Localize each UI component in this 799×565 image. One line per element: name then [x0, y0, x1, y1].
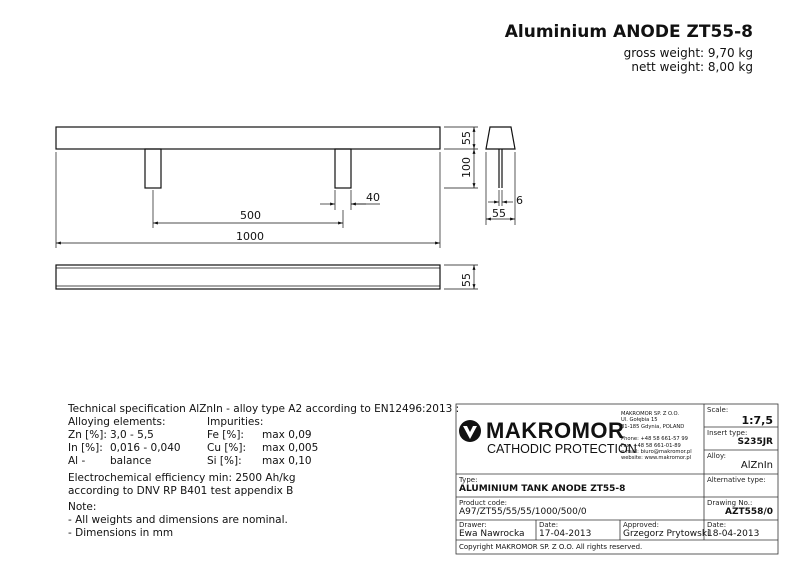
- drawer-value: Ewa Nawrocka: [459, 529, 525, 539]
- dim-6: 6: [516, 194, 523, 207]
- product-code-label: Product code:: [459, 499, 508, 507]
- dim-55-top: 55: [460, 131, 473, 145]
- company-logo-text: MAKROMOR: [486, 418, 625, 443]
- makromor-logo-icon: [459, 420, 481, 442]
- insert-type-value: S235JR: [737, 437, 773, 447]
- alloy-in-val: 0,016 - 0,040: [110, 442, 181, 454]
- scale-value: 1:7,5: [741, 414, 773, 427]
- company-address: MAKROMOR SP. Z O.O. Ul. Gołębia 15 81-185 Gdynia, POLAND Phone: +48 58 661-57 99 Fax: +48 58 661-01-89 e-mail: biuro@makromor.pl website: www.makromor.pl: [621, 411, 692, 462]
- dim-55-side: 55: [492, 207, 506, 220]
- imp-cu-el: Cu [%]:: [207, 442, 247, 454]
- alloying-label: Alloying elements:: [68, 416, 166, 428]
- anode-side-profile: [486, 127, 515, 149]
- dim-40: 40: [366, 191, 380, 204]
- anode-front-bar: [56, 127, 440, 149]
- note-heading: Note:: [68, 501, 97, 513]
- alloy-label: Alloy:: [707, 452, 726, 460]
- alloy-zn-val: 3,0 - 5,5: [110, 429, 154, 441]
- date2-value: 18-04-2013: [707, 529, 760, 539]
- date2-label: Date:: [707, 521, 727, 529]
- nett-weight: nett weight: 8,00 kg: [631, 60, 753, 74]
- product-code-value: A97/ZT55/55/55/1000/500/0: [459, 507, 587, 517]
- copyright: Copyright MAKROMOR SP. Z O.O. All rights reserved.: [459, 543, 643, 551]
- insert-type-label: Insert type:: [707, 429, 748, 437]
- alloy-value: AlZnIn: [740, 460, 773, 471]
- dim-100: 100: [460, 157, 473, 178]
- spec-heading: Technical specification AlZnIn - alloy type A2 according to EN12496:2013 :: [68, 403, 460, 415]
- efficiency-line-2: according to DNV RP B401 test appendix B: [68, 485, 294, 497]
- scale-label: Scale:: [707, 406, 729, 414]
- type-label: Type:: [459, 476, 478, 484]
- drawer-label: Drawer:: [459, 521, 487, 529]
- anode-top-view: [56, 265, 440, 289]
- type-value: ALUMINIUM TANK ANODE ZT55-8: [459, 484, 626, 494]
- imp-fe-val: max 0,09: [262, 429, 312, 441]
- approved-label: Approved:: [623, 521, 659, 529]
- date1-value: 17-04-2013: [539, 529, 592, 539]
- alloy-al-val: balance: [110, 455, 152, 467]
- alloy-zn-el: Zn [%]:: [68, 429, 107, 441]
- anode-left-leg: [145, 149, 161, 188]
- imp-si-val: max 0,10: [262, 455, 312, 467]
- impurities-label: Impurities:: [207, 416, 264, 428]
- drawing-no-value: AZT558/0: [725, 507, 773, 517]
- imp-si-el: Si [%]:: [207, 455, 242, 467]
- approved-value: Grzegorz Prytowski: [623, 529, 710, 539]
- imp-fe-el: Fe [%]:: [207, 429, 244, 441]
- alloy-al-el: Al -: [68, 455, 86, 467]
- imp-cu-val: max 0,005: [262, 442, 319, 454]
- note-1: - All weights and dimensions are nominal.: [68, 514, 288, 526]
- company-subtitle: CATHODIC PROTECTION: [487, 442, 637, 456]
- anode-right-leg: [335, 149, 351, 188]
- drawing-title: Aluminium ANODE ZT55-8: [504, 22, 753, 42]
- date1-label: Date:: [539, 521, 559, 529]
- alt-type-label: Alternative type:: [707, 476, 766, 484]
- dim-1000: 1000: [236, 230, 264, 243]
- dim-55-bottom: 55: [460, 273, 473, 287]
- gross-weight: gross weight: 9,70 kg: [623, 46, 753, 60]
- drawing-no-label: Drawing No.:: [707, 499, 753, 507]
- note-2: - Dimensions in mm: [68, 527, 174, 539]
- efficiency-line-1: Electrochemical efficiency min: 2500 Ah/kg: [68, 472, 296, 484]
- dim-500: 500: [240, 209, 261, 222]
- alloy-in-el: In [%]:: [68, 442, 103, 454]
